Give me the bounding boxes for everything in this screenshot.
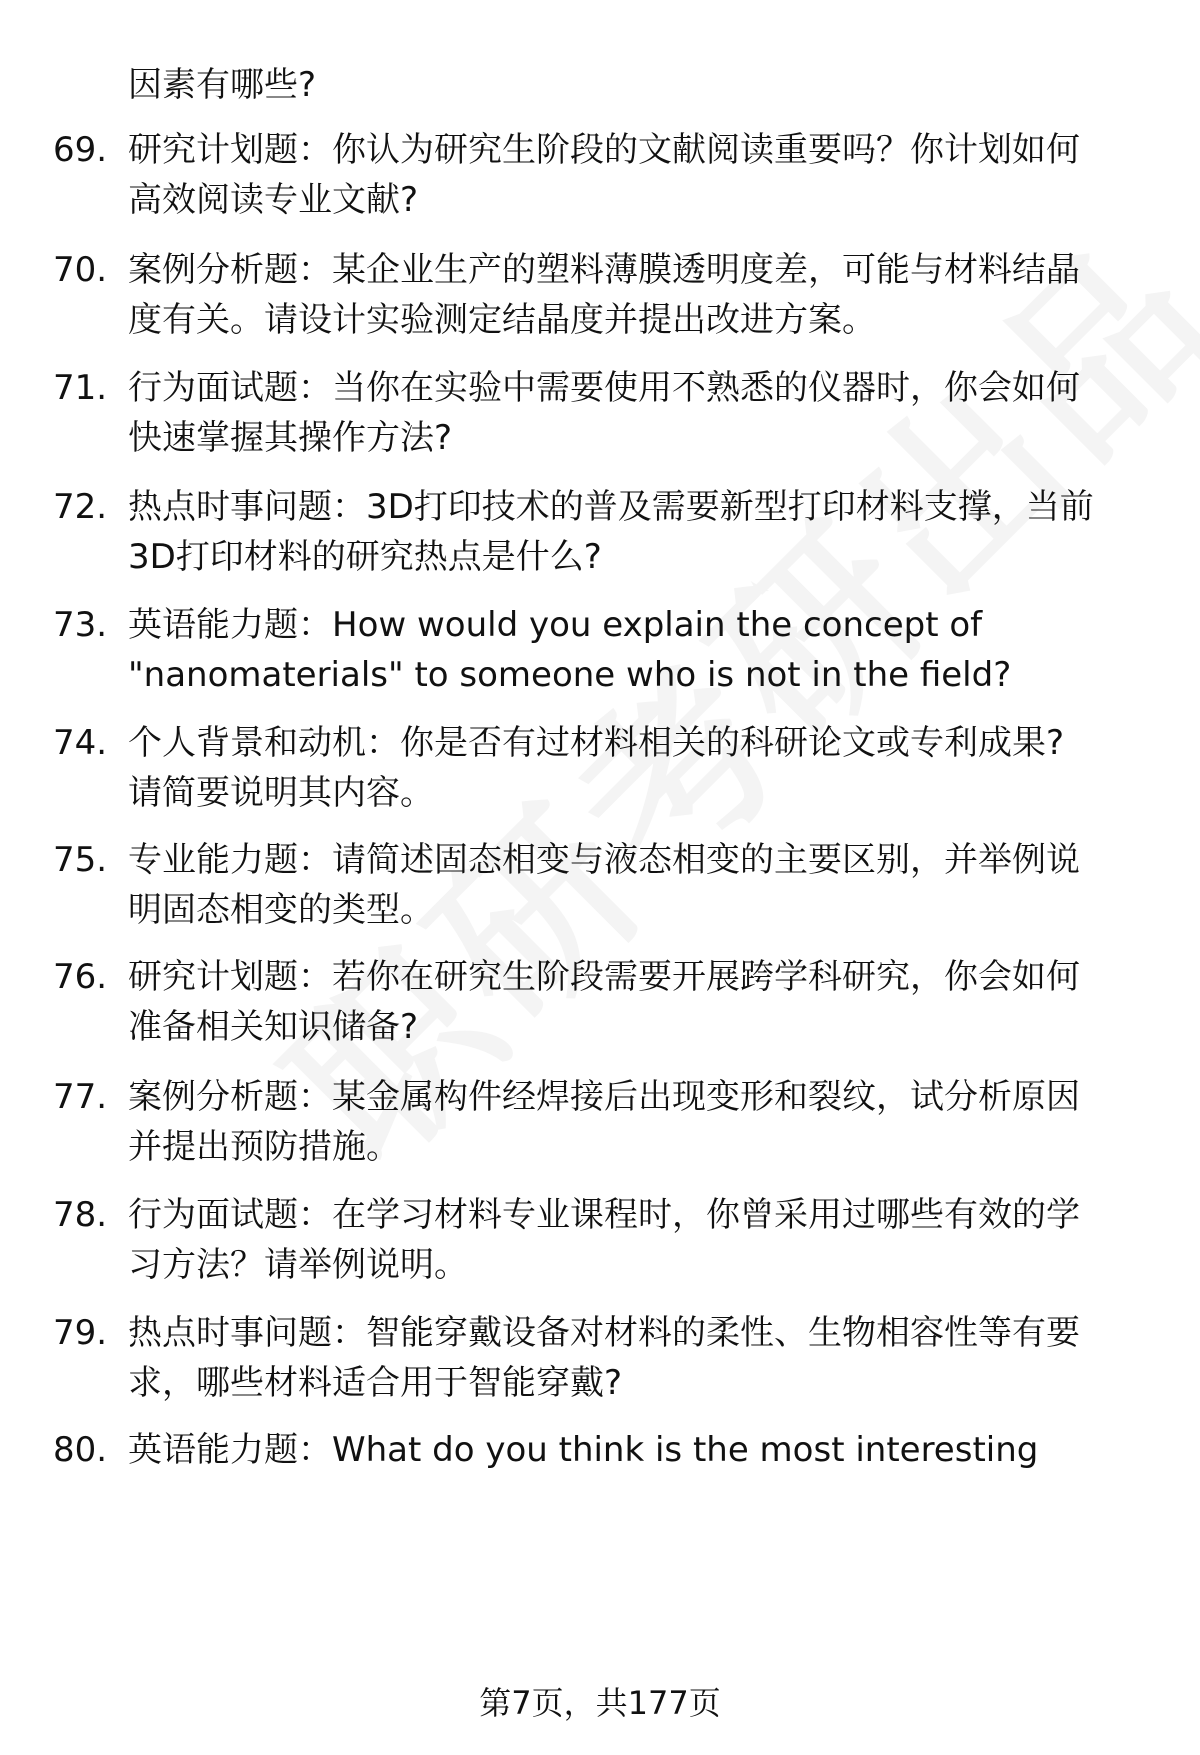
question-text — [128, 718, 1158, 818]
question-number: 74. — [53, 723, 108, 763]
question-number: 77. — [53, 1077, 108, 1117]
question-number: 70. — [53, 250, 108, 290]
question-text — [128, 1425, 1158, 1475]
question-text-line: 专业能力题：请简述固态相变与液态相变的主要区别，并举例说 — [128, 840, 1080, 880]
question-text-line: 3D打印材料的研究热点是什么? — [128, 537, 602, 577]
question-text-line: 高效阅读专业文献? — [128, 180, 419, 220]
question-text-line: 求，哪些材料适合用于智能穿戴? — [128, 1363, 623, 1403]
question-text — [128, 363, 1158, 463]
question-number: 72. — [53, 487, 108, 527]
question-number: 80. — [53, 1430, 108, 1470]
question-number: 79. — [53, 1313, 108, 1353]
question-text-line: 习方法？请举例说明。 — [128, 1245, 468, 1285]
question-text-line: 行为面试题：当你在实验中需要使用不熟悉的仪器时，你会如何 — [128, 368, 1080, 408]
question-text — [128, 1072, 1158, 1172]
page-footer: 第7页，共177页 — [479, 1684, 721, 1722]
question-text-line: 案例分析题：某金属构件经焊接后出现变形和裂纹，试分析原因 — [128, 1077, 1080, 1117]
question-text — [128, 482, 1158, 582]
question-text — [128, 1308, 1158, 1408]
question-text-line: 英语能力题：How would you explain the concept of — [128, 605, 983, 645]
question-text-line: 并提出预防措施。 — [128, 1127, 400, 1167]
question-number: 73. — [53, 605, 108, 645]
question-number: 78. — [53, 1195, 108, 1235]
question-text-line: 准备相关知识储备? — [128, 1007, 419, 1047]
question-number: 69. — [53, 130, 108, 170]
question-text-line: 个人背景和动机：你是否有过材料相关的科研论文或专利成果? — [128, 723, 1065, 763]
question-number: 76. — [53, 957, 108, 997]
question-text-line: 度有关。请设计实验测定结晶度并提出改进方案。 — [128, 300, 876, 340]
question-text-line: "nanomaterials" to someone who is not in the field? — [128, 655, 1012, 695]
continuation-text: 因素有哪些? — [128, 65, 317, 105]
question-text-line: 案例分析题：某企业生产的塑料薄膜透明度差，可能与材料结晶 — [128, 250, 1080, 290]
question-text-line: 研究计划题：你认为研究生阶段的文献阅读重要吗？你计划如何 — [128, 130, 1080, 170]
question-text-line: 明固态相变的类型。 — [128, 890, 434, 930]
question-text-line: 英语能力题：What do you think is the most interesting — [128, 1430, 1039, 1470]
question-number: 71. — [53, 368, 108, 408]
question-text-line: 快速掌握其操作方法? — [128, 418, 453, 458]
question-text-line: 热点时事问题：智能穿戴设备对材料的柔性、生物相容性等有要 — [128, 1313, 1080, 1353]
question-text-line: 研究计划题：若你在研究生阶段需要开展跨学科研究，你会如何 — [128, 957, 1080, 997]
question-text — [128, 245, 1158, 345]
question-text — [128, 952, 1158, 1052]
question-text — [128, 600, 1158, 700]
question-text — [128, 125, 1158, 225]
question-text-line: 行为面试题：在学习材料专业课程时，你曾采用过哪些有效的学 — [128, 1195, 1080, 1235]
question-text — [128, 1190, 1158, 1290]
question-text-line: 热点时事问题：3D打印技术的普及需要新型打印材料支撑，当前 — [128, 487, 1094, 527]
question-text — [128, 835, 1158, 935]
question-text-line: 请简要说明其内容。 — [128, 773, 434, 813]
question-number: 75. — [53, 840, 108, 880]
